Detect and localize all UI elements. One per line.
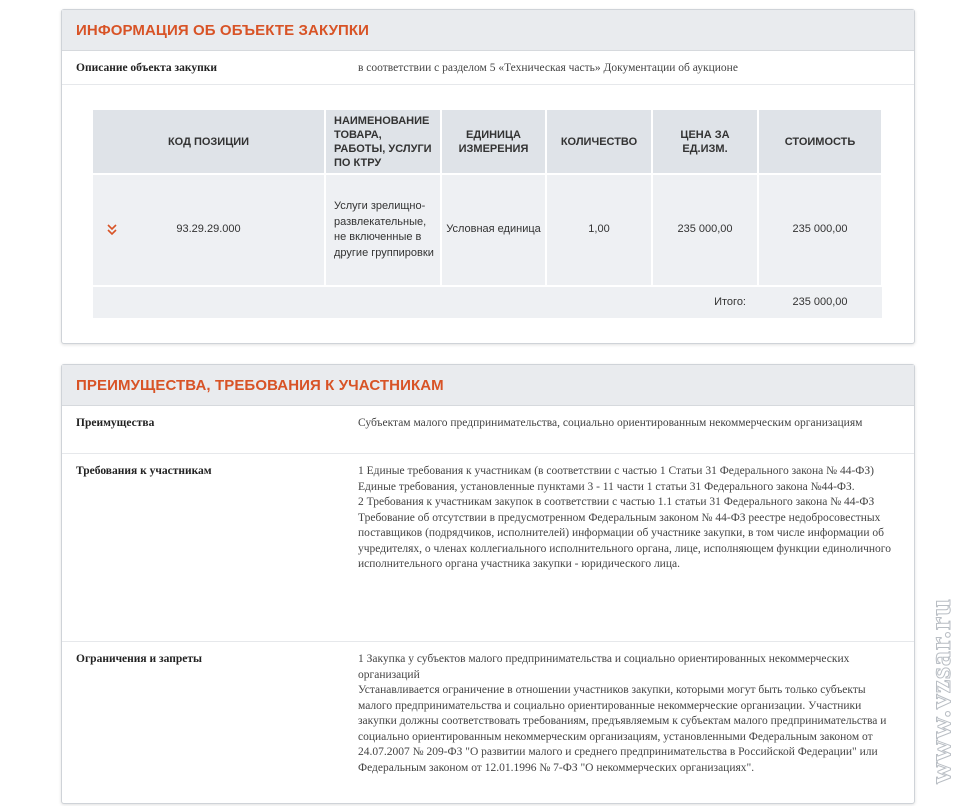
requirements-title: ПРЕИМУЩЕСТВА, ТРЕБОВАНИЯ К УЧАСТНИКАМ bbox=[62, 365, 914, 406]
position-code: 93.29.29.000 bbox=[176, 223, 241, 236]
total-value: 235 000,00 bbox=[758, 286, 882, 318]
chevron-double-down-icon[interactable] bbox=[106, 223, 118, 237]
col-header-qty: КОЛИЧЕСТВО bbox=[546, 110, 652, 174]
requirements-panel bbox=[61, 364, 915, 804]
description-value: в соответствии с разделом 5 «Техническая часть» Документации об аукционе bbox=[358, 62, 738, 74]
col-header-cost: СТОИМОСТЬ bbox=[758, 110, 882, 174]
items-table bbox=[93, 110, 883, 318]
watermark-text: www.vzsar.ru bbox=[924, 598, 957, 784]
col-header-name: НАИМЕНОВАНИЕ ТОВАРА, РАБОТЫ, УСЛУГИ ПО КТРУ bbox=[325, 110, 441, 174]
procurement-object-panel bbox=[61, 9, 915, 344]
total-label: Итого: bbox=[93, 286, 758, 318]
restrictions-row bbox=[62, 642, 914, 785]
requirement-line: 2 Требования к участникам закупок в соответствии с частью 1.1 статьи 31 Федерального закона № 44-ФЗ bbox=[358, 496, 875, 508]
restrictions-label: Ограничения и запреты bbox=[76, 653, 202, 665]
code-cell bbox=[93, 174, 325, 286]
table-row bbox=[93, 174, 882, 286]
col-header-unit: ЕДИНИЦА ИЗМЕРЕНИЯ bbox=[441, 110, 546, 174]
advantages-row bbox=[62, 406, 914, 454]
item-name: Услуги зрелищно-развлекательные, не включенные в другие группировки bbox=[325, 174, 441, 286]
restriction-line: Устанавливается ограничение в отношении участников закупки, которыми могут быть только субъекты малого предпринимательства и социально ориентированные некоммерческие организации. Участники закупки должны соответствовать требованиям, предъявляемым к субъектам малого предпринимательства и социально ориентированным некоммерческим организациям, установленными Федеральным законом от 24.07.2007 № 209-ФЗ "О развитии малого и среднего предпринимательства в Российской Федерации" или Федеральным законом от 12.01.1996 № 7-ФЗ "О некоммерческих организациях". bbox=[358, 684, 887, 774]
participant-requirements-label: Требования к участникам bbox=[76, 465, 212, 477]
description-label: Описание объекта закупки bbox=[76, 62, 217, 74]
item-cost: 235 000,00 bbox=[758, 174, 882, 286]
col-header-code: КОД ПОЗИЦИИ bbox=[93, 110, 325, 174]
item-unit: Условная единица bbox=[441, 174, 546, 286]
items-table-wrap bbox=[93, 110, 882, 318]
restriction-line: 1 Закупка у субъектов малого предпринимательства и социально ориентированных некоммерческих организаций bbox=[358, 653, 850, 681]
advantages-line: Субъектам малого предпринимательства, социально ориентированным некоммерческим организациям bbox=[358, 417, 863, 429]
item-price: 235 000,00 bbox=[652, 174, 758, 286]
total-row bbox=[93, 286, 882, 318]
table-header-row bbox=[93, 110, 882, 174]
item-qty: 1,00 bbox=[546, 174, 652, 286]
description-row bbox=[62, 51, 914, 85]
participant-requirements-row bbox=[62, 454, 914, 642]
watermark bbox=[920, 468, 960, 788]
requirement-line: Требование об отсутствии в предусмотренном Федеральным законом № 44-ФЗ реестре недобросовестных поставщиков (подрядчиков, исполнителей) информации об участнике закупки, в том числе информации об учредителях, о членах коллегиального исполнительного органа, лице, исполняющем функции единоличного исполнительного органа участника закупки - юридического лица. bbox=[358, 511, 891, 570]
requirement-line: Единые требования, установленные пунктами 3 - 11 части 1 статьи 31 Федерального закона №44-ФЗ. bbox=[358, 480, 855, 493]
procurement-object-title: ИНФОРМАЦИЯ ОБ ОБЪЕКТЕ ЗАКУПКИ bbox=[62, 10, 914, 51]
advantages-label: Преимущества bbox=[76, 417, 155, 429]
requirement-line: 1 Единые требования к участникам (в соответствии с частью 1 Статьи 31 Федерального закона № 44-ФЗ) bbox=[358, 465, 874, 477]
col-header-price: ЦЕНА ЗА ЕД.ИЗМ. bbox=[652, 110, 758, 174]
